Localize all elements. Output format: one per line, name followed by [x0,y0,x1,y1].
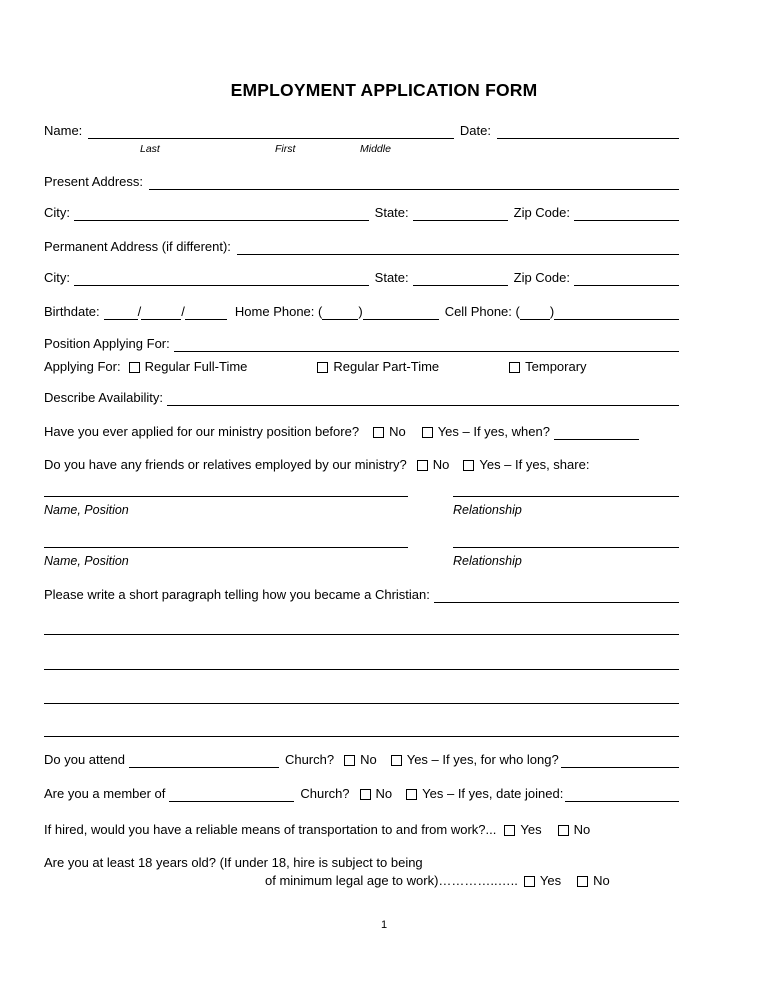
position-row [44,332,679,352]
transportation-yes-label: Yes [520,822,542,837]
first-name-sublabel: First [275,143,296,155]
friends-row [44,453,679,473]
member-church-row [44,782,679,802]
name-field[interactable] [88,124,454,139]
checkbox-attend-no[interactable] [344,755,355,766]
checkbox-age-no[interactable] [577,876,588,887]
checkbox-friends-no[interactable] [417,460,428,471]
christian-line-1[interactable] [44,634,679,635]
checkbox-regular-part-time[interactable] [317,362,328,373]
city-state-zip-row-2 [44,266,679,286]
birthdate-slash-1: / [137,304,142,319]
date-joined-field[interactable] [565,787,679,802]
date-field[interactable] [497,124,679,139]
member-no-label: No [375,786,393,801]
cell-phone-label: Cell Phone: ( [444,304,520,319]
christian-line-2[interactable] [44,669,679,670]
city-label: City: [44,205,70,220]
zip-field-2[interactable] [574,271,679,286]
reference-2-name-field[interactable] [44,533,408,548]
cell-phone-number-field[interactable] [554,305,679,320]
middle-name-sublabel: Middle [360,143,391,155]
reference-2-labels-row [44,551,679,569]
birthdate-slash-2: / [181,304,185,319]
reference-1-lines-row [44,477,679,497]
checkbox-member-no[interactable] [360,789,371,800]
reference-2-relationship-field[interactable] [453,533,679,548]
permanent-address-field[interactable] [237,240,679,255]
city-field-2[interactable] [74,271,369,286]
name-sublabels-row [44,141,679,155]
christian-question: Please write a short paragraph telling how you became a Christian: [44,587,430,602]
page-number: 1 [380,919,388,931]
reference-2-name-position-label: Name, Position [44,554,129,568]
state-label-2: State: [374,270,409,285]
friends-question: Do you have any friends or relatives employed by our ministry? [44,457,407,472]
state-field-1[interactable] [413,206,508,221]
member-label: Are you a member of [44,786,166,801]
member-church-word: Church? [300,786,350,801]
cell-phone-close-paren: ) [549,304,555,319]
applied-when-field[interactable] [554,425,639,440]
page-title: EMPLOYMENT APPLICATION FORM [230,80,538,100]
name-label: Name: [44,123,83,138]
birthdate-phones-row [44,300,679,320]
transportation-question: If hired, would you have a reliable means of transportation to and from work?... [44,822,497,837]
state-field-2[interactable] [413,271,508,286]
attend-church-word: Church? [284,752,335,767]
member-church-field[interactable] [169,787,294,802]
age-no-label: No [593,873,610,888]
reference-1-relationship-label: Relationship [453,503,522,517]
applying-for-label: Applying For: [44,359,121,374]
birthdate-label: Birthdate: [44,304,100,319]
checkbox-age-yes[interactable] [524,876,535,887]
checkbox-attend-yes[interactable] [391,755,402,766]
home-phone-label: Home Phone: ( [234,304,323,319]
checkbox-applied-before-yes[interactable] [422,427,433,438]
date-label: Date: [459,123,491,138]
attend-how-long-field[interactable] [561,753,679,768]
permanent-address-label: Permanent Address (if different): [44,239,231,254]
checkbox-applied-before-no[interactable] [373,427,384,438]
reference-1-relationship-field[interactable] [453,482,679,497]
transportation-no-label: No [573,822,591,837]
checkbox-transportation-no[interactable] [558,825,569,836]
friends-yes-label: Yes – If yes, share: [479,457,590,472]
position-applying-label: Position Applying For: [44,336,170,351]
birthdate-year-field[interactable] [185,305,227,320]
applying-for-row [44,355,679,375]
attend-church-field[interactable] [129,753,279,768]
transportation-row [44,818,679,838]
last-name-sublabel: Last [140,143,160,155]
christian-line-3[interactable] [44,703,679,704]
attend-yes-label: Yes – If yes, for who long? [406,752,559,767]
birthdate-day-field[interactable] [141,305,181,320]
age-question-row-2 [44,869,679,889]
city-label-2: City: [44,270,70,285]
zip-field-1[interactable] [574,206,679,221]
attend-label: Do you attend [44,752,125,767]
checkbox-member-yes[interactable] [406,789,417,800]
zip-label-2: Zip Code: [513,270,570,285]
age-yes-label: Yes [539,873,562,888]
member-yes-label: Yes – If yes, date joined: [422,786,564,801]
cell-phone-area-field[interactable] [520,305,550,320]
age-question-row-1 [44,851,679,871]
home-phone-number-field[interactable] [363,305,439,320]
permanent-address-row [44,235,679,255]
applied-before-row [44,420,679,440]
present-address-label: Present Address: [44,174,143,189]
christian-row [44,583,679,603]
home-phone-area-field[interactable] [322,305,358,320]
present-address-row [44,170,679,190]
attend-no-label: No [360,752,377,767]
name-date-row [44,119,679,139]
availability-label: Describe Availability: [44,390,163,405]
reference-1-name-field[interactable] [44,482,408,497]
state-label: State: [374,205,409,220]
home-phone-close-paren: ) [358,304,363,319]
checkbox-friends-yes[interactable] [463,460,474,471]
present-address-field[interactable] [149,175,679,190]
checkbox-regular-full-time[interactable] [129,362,140,373]
reference-1-labels-row [44,500,679,518]
position-field[interactable] [174,337,679,352]
applied-before-question: Have you ever applied for our ministry position before? [44,424,360,439]
age-question-line-1: Are you at least 18 years old? (If under 18, hire is subject to being [44,855,423,870]
checkbox-transportation-yes[interactable] [504,825,515,836]
reference-1-name-position-label: Name, Position [44,503,129,517]
temporary-label: Temporary [525,359,587,374]
checkbox-temporary[interactable] [509,362,520,373]
applied-before-yes-label: Yes – If yes, when? [437,424,550,439]
city-field-1[interactable] [74,206,369,221]
availability-row [44,386,679,406]
christian-line-4[interactable] [44,736,679,737]
regular-part-time-label: Regular Part-Time [333,359,440,374]
reference-2-relationship-label: Relationship [453,554,522,568]
reference-2-lines-row [44,528,679,548]
regular-full-time-label: Regular Full-Time [144,359,248,374]
attend-church-row [44,748,679,768]
birthdate-month-field[interactable] [104,305,138,320]
zip-label: Zip Code: [513,205,570,220]
age-question-line-2: of minimum legal age to work)…………..….. [265,873,518,888]
christian-paragraph-field[interactable] [434,588,679,603]
availability-field[interactable] [167,391,679,406]
friends-no-label: No [432,457,450,472]
applied-before-no-label: No [389,424,406,439]
city-state-zip-row-1 [44,201,679,221]
